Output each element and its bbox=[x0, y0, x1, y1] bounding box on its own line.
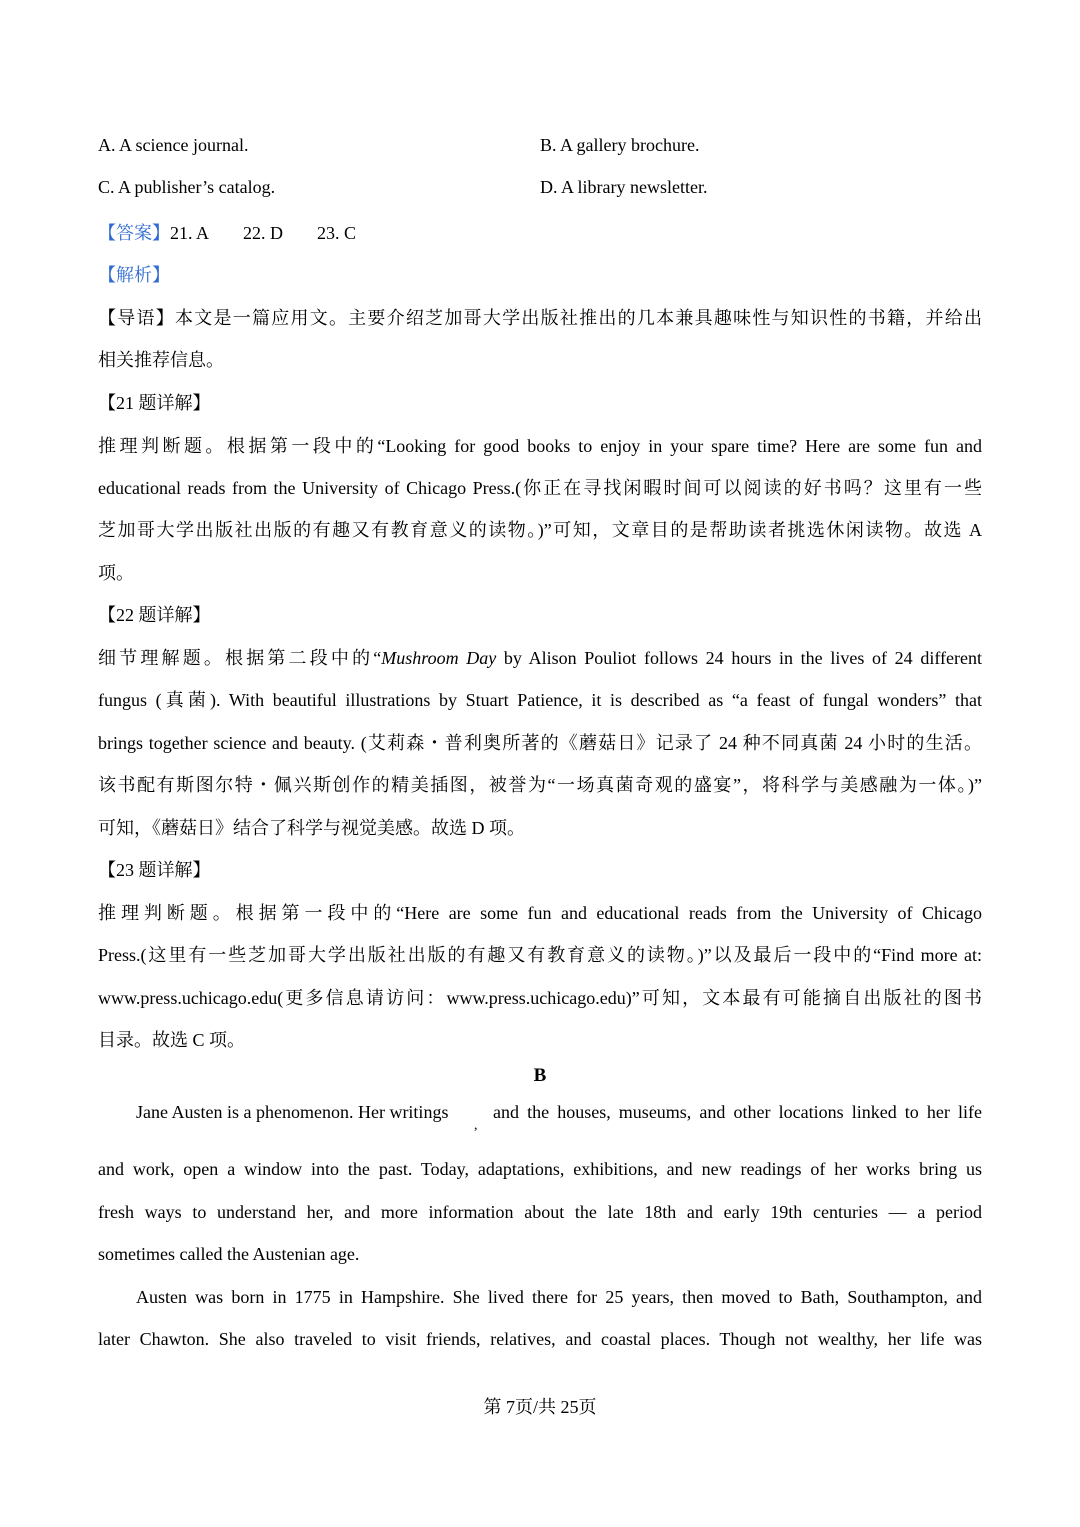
p1-line-4: sometimes called the Austenian age. bbox=[98, 1244, 360, 1264]
q21-line-1: 推理判断题。根据第一段中的“Looking for good books to enjoy in your spare time? Here are some fun and bbox=[98, 436, 982, 456]
p1-line-1-b: and the houses, museums, and other locations linked to her life bbox=[493, 1102, 982, 1122]
page-number: 第 7页/共 25页 bbox=[483, 1397, 597, 1417]
p1-line-2: and work, open a window into the past. Today, adaptations, exhibitions, and new readings of her works bring us bbox=[98, 1159, 982, 1179]
q22-line-2: fungus (真菌). With beautiful illustrations by Stuart Patience, it is described as “a feast of fungal wonders” that bbox=[98, 690, 982, 710]
book-title: Mushroom Day bbox=[381, 648, 497, 668]
answer-22: 22. D bbox=[243, 223, 284, 243]
q22-line-1 bbox=[98, 644, 982, 670]
p1-line-3: fresh ways to understand her, and more information about the late 18th and early 19th centuries — a period bbox=[98, 1202, 982, 1222]
intro-label: 【导语】 bbox=[98, 308, 175, 328]
answer-21: 21. A bbox=[170, 223, 210, 243]
q22-line-1-pre: 细节理解题。根据第二段中的“ bbox=[98, 648, 382, 668]
section-b-heading: B bbox=[533, 1065, 547, 1086]
q21-label: 【21 题详解】 bbox=[98, 393, 211, 413]
answer-line bbox=[98, 219, 356, 245]
intro-text-1: 本文是一篇应用文。主要介绍芝加哥大学出版社推出的几本兼具趣味性与知识性的书籍，并给出 bbox=[174, 308, 983, 328]
q22-line-1-post: by Alison Pouliot follows 24 hours in the lives of 24 different bbox=[496, 648, 982, 668]
p1-comma: , bbox=[474, 1118, 478, 1133]
q22-line-5: 可知，《蘑菇日》结合了科学与视觉美感。故选 D 项。 bbox=[98, 818, 525, 838]
q21-line-3: 芝加哥大学出版社出版的有趣又有教育意义的读物。)”可知，文章目的是帮助读者挑选休闲读物。故选 A bbox=[98, 520, 982, 540]
q23-label: 【23 题详解】 bbox=[98, 860, 211, 880]
option-b: B. A gallery brochure. bbox=[540, 135, 700, 155]
answer-label: 【答案】 bbox=[98, 223, 170, 243]
q22-line-4: 该书配有斯图尔特・佩兴斯创作的精美插图，被誉为“一场真菌奇观的盛宴”，将科学与美感融为一体。)” bbox=[98, 775, 982, 795]
q21-line-2: educational reads from the University of Chicago Press.(你正在寻找闲暇时间可以阅读的好书吗？这里有一些 bbox=[98, 478, 982, 498]
q23-line-1: 推理判断题。根据第一段中的“Here are some fun and educational reads from the University of Chicago bbox=[98, 903, 982, 923]
p2-line-1: Austen was born in 1775 in Hampshire. She lived there for 25 years, then moved to Bath, Southampton, and bbox=[136, 1287, 982, 1307]
analysis-label: 【解析】 bbox=[98, 265, 170, 285]
option-a: A. A science journal. bbox=[98, 135, 249, 155]
option-c: C. A publisher’s catalog. bbox=[98, 177, 276, 197]
q21-line-4: 项。 bbox=[98, 563, 134, 583]
q22-label: 【22 题详解】 bbox=[98, 605, 211, 625]
q23-line-3: www.press.uchicago.edu(更多信息请访问：www.press.uchicago.edu)”可知，文本最有可能摘自出版社的图书 bbox=[98, 988, 982, 1008]
option-d: D. A library newsletter. bbox=[540, 177, 708, 197]
q22-line-3: brings together science and beauty. (艾莉森・普利奥所著的《蘑菇日》记录了 24 种不同真菌 24 小时的生活。 bbox=[98, 733, 982, 753]
intro-line-1 bbox=[98, 304, 982, 330]
p2-line-2: later Chawton. She also traveled to visit friends, relatives, and coastal places. Though not wealthy, her life was bbox=[98, 1329, 982, 1349]
q23-line-4: 目录。故选 C 项。 bbox=[98, 1030, 246, 1050]
intro-line-2: 相关推荐信息。 bbox=[98, 350, 224, 370]
q23-line-2: Press.(这里有一些芝加哥大学出版社出版的有趣又有教育意义的读物。)”以及最后一段中的“Find more at: bbox=[98, 945, 982, 965]
answer-23: 23. C bbox=[317, 223, 357, 243]
p1-line-1-a: Jane Austen is a phenomenon. Her writings bbox=[136, 1102, 449, 1122]
